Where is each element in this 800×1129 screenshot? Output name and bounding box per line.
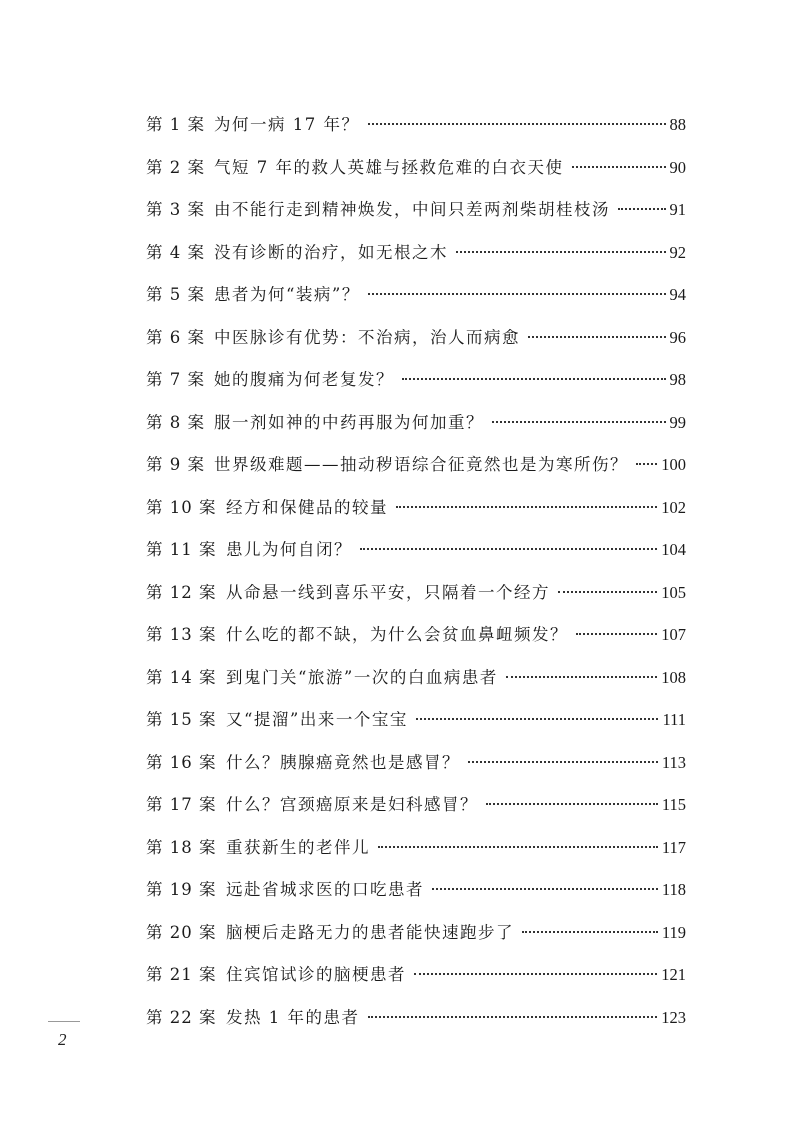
- case-number: 第 7 案: [146, 370, 205, 389]
- dot-leader: [576, 633, 657, 635]
- toc-entry[interactable]: [146, 875, 686, 918]
- case-number: 第 1 案: [146, 115, 205, 134]
- case-number: 第 3 案: [146, 200, 205, 219]
- toc-entry[interactable]: [146, 748, 686, 791]
- dot-leader: [416, 718, 659, 720]
- dot-leader: [432, 888, 658, 890]
- case-title: 从命悬一线到喜乐平安，只隔着一个经方: [226, 582, 550, 602]
- case-number: 第 10 案: [146, 497, 217, 517]
- toc-entry[interactable]: [146, 960, 686, 1003]
- page-number: 117: [661, 837, 686, 857]
- toc-entry[interactable]: [146, 195, 686, 238]
- case-number: 第 2 案: [146, 157, 205, 177]
- case-title: 她的腹痛为何老复发？: [214, 370, 394, 389]
- case-title: 经方和保健品的较量: [226, 497, 388, 517]
- case-title: 住宾馆试诊的脑梗患者: [226, 965, 406, 984]
- case-title: 服一剂如神的中药再服为何加重？: [214, 412, 484, 432]
- case-title: 什么？宫颈癌原来是妇科感冒？: [226, 795, 478, 814]
- toc-entry[interactable]: [146, 450, 686, 493]
- toc-entry[interactable]: [146, 280, 686, 323]
- case-number: 第 22 案: [146, 1007, 217, 1027]
- case-number: 第 16 案: [146, 752, 217, 772]
- toc-entry[interactable]: [146, 663, 686, 706]
- case-title: 什么吃的都不缺，为什么会贫血鼻衄频发？: [226, 625, 568, 644]
- case-title: 脑梗后走路无力的患者能快速跑步了: [226, 922, 514, 942]
- dot-leader: [572, 166, 666, 168]
- dot-leader: [468, 761, 658, 763]
- case-number: 第 8 案: [146, 412, 205, 432]
- page-number: 100: [661, 455, 686, 474]
- page-number: 105: [661, 582, 686, 602]
- case-title: 发热 1 年的患者: [226, 1007, 360, 1027]
- page-number: 119: [661, 922, 686, 942]
- page-folio-number: 2: [58, 1030, 67, 1049]
- page-number: 90: [669, 157, 686, 177]
- dot-leader: [528, 336, 666, 338]
- page-number: 108: [661, 667, 686, 687]
- case-title: 中医脉诊有优势：不治病，治人而病愈: [214, 327, 520, 347]
- dot-leader: [522, 931, 658, 933]
- case-number: 第 9 案: [146, 455, 205, 474]
- case-number: 第 12 案: [146, 582, 217, 602]
- dot-leader: [456, 251, 666, 253]
- toc-entry[interactable]: [146, 1003, 686, 1046]
- dot-leader: [636, 463, 657, 465]
- page-number: 104: [661, 540, 686, 559]
- toc-entry[interactable]: [146, 620, 686, 663]
- case-number: 第 15 案: [146, 710, 217, 729]
- toc-entry[interactable]: [146, 408, 686, 451]
- page-number: 94: [669, 285, 686, 304]
- case-number: 第 13 案: [146, 625, 217, 644]
- toc-entry[interactable]: [146, 790, 686, 833]
- case-title: 什么？胰腺癌竟然也是感冒？: [226, 752, 460, 772]
- toc-entry[interactable]: [146, 238, 686, 281]
- case-title: 又“提溜”出来一个宝宝: [226, 710, 408, 729]
- toc-entry[interactable]: [146, 535, 686, 578]
- case-title: 重获新生的老伴儿: [226, 837, 370, 857]
- dot-leader: [368, 293, 666, 295]
- case-number: 第 5 案: [146, 285, 205, 304]
- toc-entry[interactable]: [146, 578, 686, 621]
- page-number: 99: [669, 412, 686, 432]
- case-number: 第 6 案: [146, 327, 205, 347]
- toc-entry[interactable]: [146, 323, 686, 366]
- dot-leader: [402, 378, 666, 380]
- case-number: 第 11 案: [146, 540, 217, 559]
- case-number: 第 18 案: [146, 837, 217, 857]
- page-number: 111: [662, 710, 686, 729]
- case-number: 第 19 案: [146, 880, 217, 899]
- toc-entry[interactable]: [146, 833, 686, 876]
- case-title: 世界级难题——抽动秽语综合征竟然也是为寒所伤？: [214, 455, 628, 474]
- dot-leader: [368, 123, 666, 125]
- case-number: 第 21 案: [146, 965, 217, 984]
- case-title: 为何一病 17 年？: [214, 115, 360, 134]
- dot-leader: [506, 676, 657, 678]
- dot-leader: [558, 591, 657, 593]
- dot-leader: [414, 973, 657, 975]
- page-number: 102: [661, 497, 686, 517]
- toc-entry[interactable]: [146, 153, 686, 196]
- case-title: 患者为何“装病”？: [214, 285, 360, 304]
- case-title: 远赴省城求医的口吃患者: [226, 880, 424, 899]
- folio-divider: [48, 1021, 80, 1022]
- page-number: 118: [661, 880, 686, 899]
- page-number: 121: [661, 965, 686, 984]
- case-title: 患儿为何自闭？: [226, 540, 352, 559]
- case-title: 气短 7 年的救人英雄与拯救危难的白衣天使: [214, 157, 564, 177]
- toc-entry[interactable]: [146, 493, 686, 536]
- dot-leader: [360, 548, 657, 550]
- page-number: 115: [661, 795, 686, 814]
- case-number: 第 17 案: [146, 795, 217, 814]
- dot-leader: [368, 1016, 658, 1018]
- toc-entry[interactable]: [146, 110, 686, 153]
- page-number: 107: [661, 625, 686, 644]
- page-number: 113: [661, 752, 686, 772]
- dot-leader: [618, 208, 666, 210]
- page-number: 91: [669, 200, 686, 219]
- dot-leader: [492, 421, 666, 423]
- case-number: 第 14 案: [146, 667, 217, 687]
- page-number: 92: [669, 242, 686, 262]
- page-number: 96: [669, 327, 686, 347]
- case-number: 第 20 案: [146, 922, 217, 942]
- dot-leader: [378, 846, 658, 848]
- table-of-contents: [146, 110, 686, 1045]
- dot-leader: [486, 803, 658, 805]
- toc-entry[interactable]: [146, 918, 686, 961]
- case-number: 第 4 案: [146, 242, 205, 262]
- page-number: 123: [661, 1007, 686, 1027]
- case-title: 没有诊断的治疗，如无根之木: [214, 242, 448, 262]
- toc-entry[interactable]: [146, 705, 686, 748]
- page-number: 88: [669, 115, 686, 134]
- case-title: 到鬼门关“旅游”一次的白血病患者: [226, 667, 498, 687]
- page-number: 98: [669, 370, 686, 389]
- case-title: 由不能行走到精神焕发，中间只差两剂柴胡桂枝汤: [214, 200, 610, 219]
- dot-leader: [396, 506, 657, 508]
- toc-entry[interactable]: [146, 365, 686, 408]
